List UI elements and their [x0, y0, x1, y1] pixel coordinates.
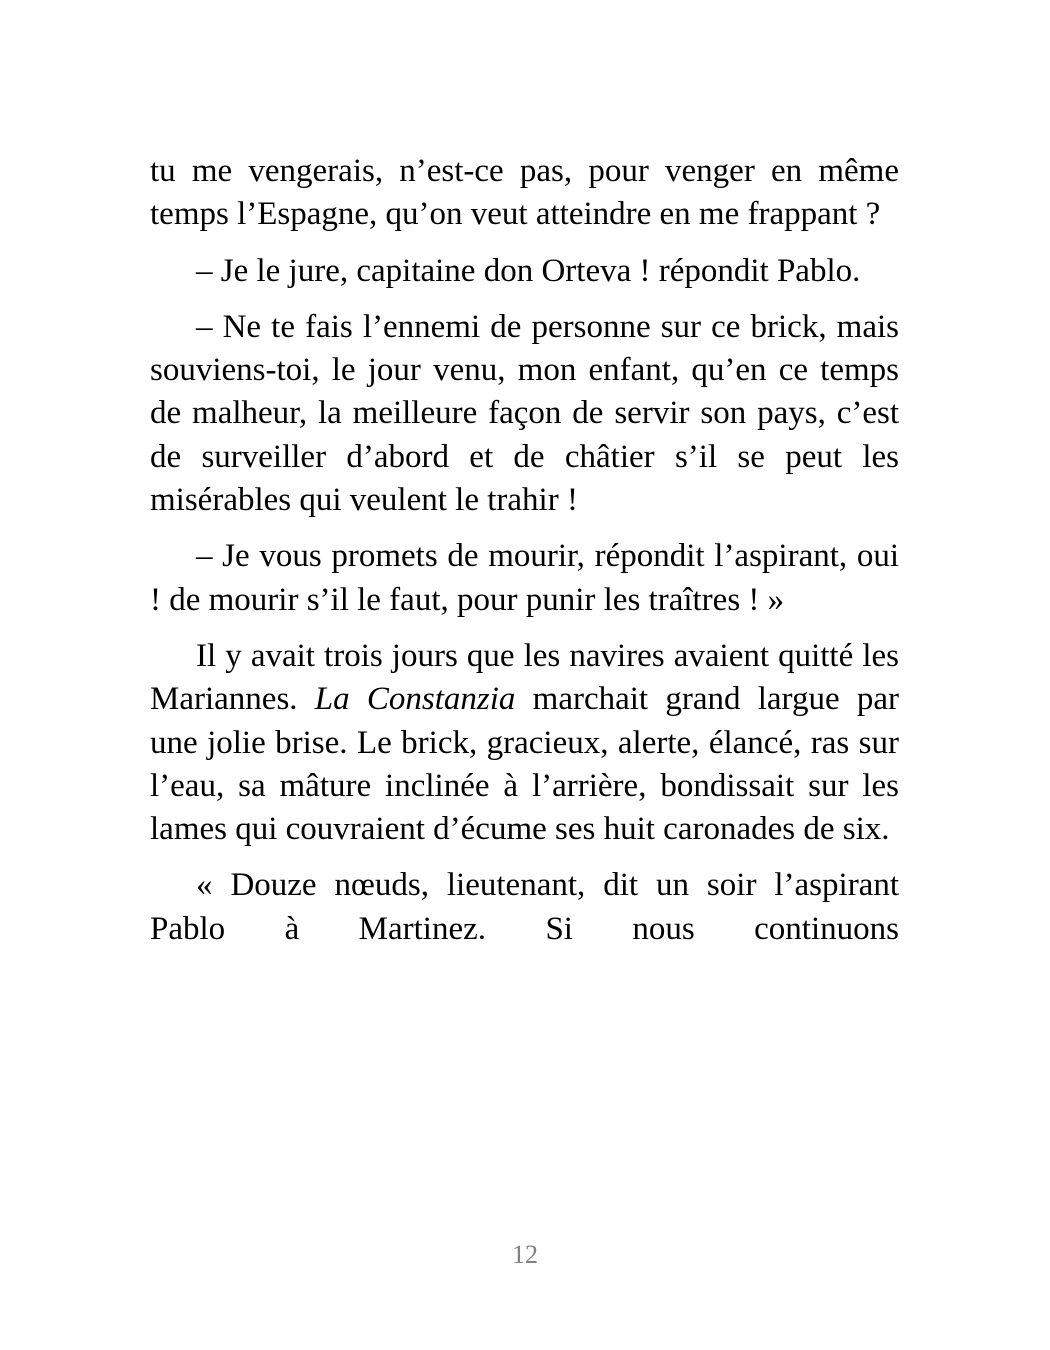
paragraph-5: [150, 635, 899, 851]
page-number: 12: [512, 1240, 538, 1269]
ship-name: La Constanzia: [314, 681, 516, 718]
paragraph-6: « Douze nœuds, lieutenant, dit un soir l’aspirant Pablo à Martinez. Si nous continuons: [150, 867, 899, 947]
paragraph-5-text-before: Il y avait trois jours que les navires avaient quitté les Mariannes.: [150, 637, 899, 718]
paragraph-1: tu me vengerais, n’est-ce pas, pour venger en même temps l’Espagne, qu’on veut atteindre en me frappant ?: [150, 153, 899, 233]
paragraph-4: – Je vous promets de mourir, répondit l’aspirant, oui ! de mourir s’il le faut, pour punir les traîtres ! »: [150, 538, 899, 618]
paragraph-5-text-after: marchait grand largue par une jolie brise. Le brick, gracieux, alerte, élancé, ras sur l’eau, sa mâture inclinée à l’arrière, bondissait sur les lames qui couvraient d’écume ses huit caronades de six.: [150, 681, 899, 848]
paragraph-3: – Ne te fais l’ennemi de personne sur ce brick, mais souviens-toi, le jour venu, mon enfant, qu’en ce temps de malheur, la meilleure façon de servir son pays, c’est de surveiller d’abord et de châtier s’il se peut les misérables qui veulent le trahir !: [150, 308, 899, 519]
paragraph-2: – Je le jure, capitaine don Orteva ! répondit Pablo.: [196, 252, 861, 289]
page-body: [150, 150, 899, 964]
